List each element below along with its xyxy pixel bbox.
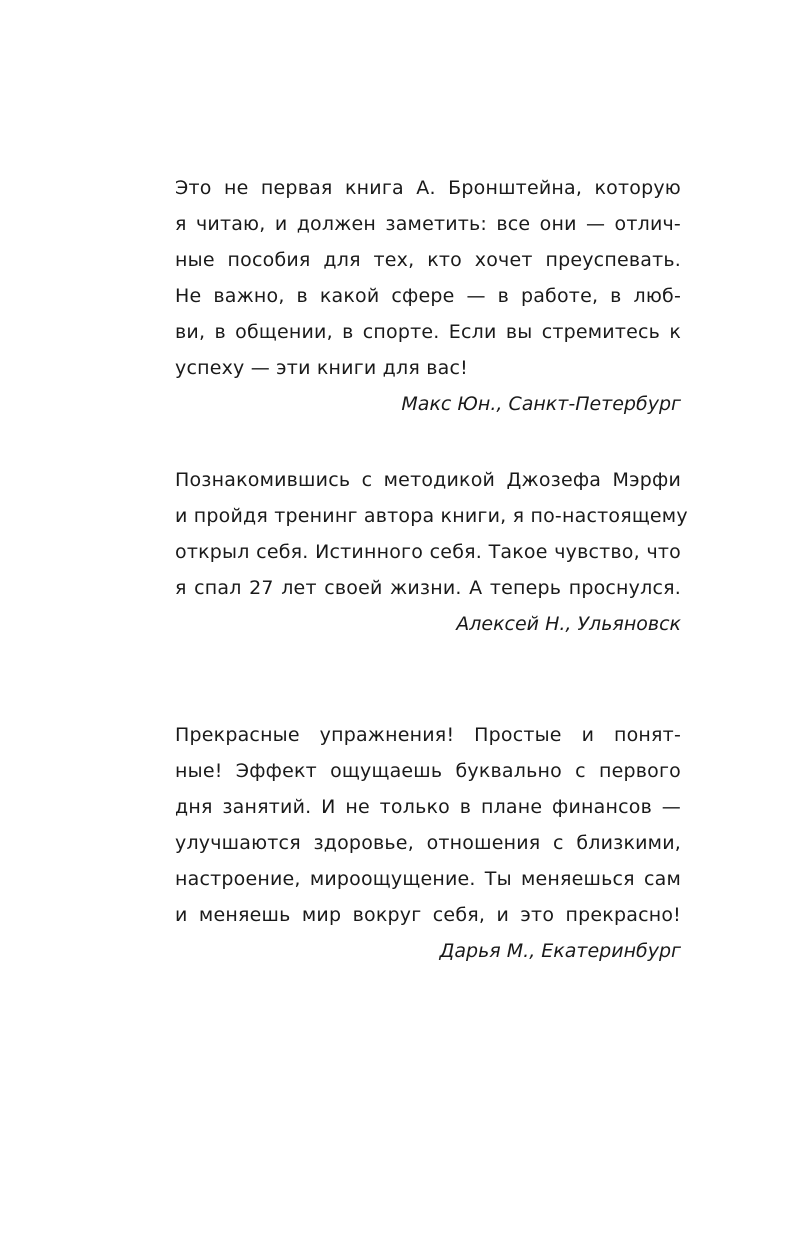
review-author: Макс Юн., Санкт-Петербург <box>401 393 681 415</box>
review-author: Алексей Н., Ульяновск <box>456 613 681 635</box>
review-text-line: Прекрасные упражнения! Простые и понят- <box>175 724 681 746</box>
review-text-line: открыл себя. Истинного себя. Такое чувство, что <box>175 541 681 563</box>
review-text-line: и меняешь мир вокруг себя, и это прекрасно! <box>175 904 681 926</box>
review-text-line: успеху — эти книги для вас! <box>175 357 468 379</box>
review-text-line: ные! Эффект ощущаешь буквально с первого <box>175 760 681 782</box>
review-1 <box>175 170 681 422</box>
review-text-line: ви, в общении, в спорте. Если вы стремитесь к <box>175 321 681 343</box>
review-text-line: Познакомившись с методикой Джозефа Мэрфи <box>175 469 681 491</box>
review-text-line: Не важно, в какой сфере — в работе, в люб- <box>175 285 681 307</box>
review-2 <box>175 462 688 642</box>
review-text-line: настроение, мироощущение. Ты меняешься сам <box>175 868 681 890</box>
review-3 <box>175 717 681 969</box>
review-text-line: я читаю, и должен заметить: все они — отлич- <box>175 213 681 235</box>
review-text-line: ные пособия для тех, кто хочет преуспевать. <box>175 249 681 271</box>
review-text-line: я спал 27 лет своей жизни. А теперь проснулся. <box>175 577 681 599</box>
review-author: Дарья М., Екатеринбург <box>439 940 681 962</box>
review-text-line: и пройдя тренинг автора книги, я по-настоящему <box>175 505 688 527</box>
review-text-line: улучшаются здоровье, отношения с близкими, <box>175 832 681 854</box>
review-text-line: Это не первая книга А. Бронштейна, которую <box>175 177 681 199</box>
review-text-line: дня занятий. И не только в плане финансов — <box>175 796 681 818</box>
